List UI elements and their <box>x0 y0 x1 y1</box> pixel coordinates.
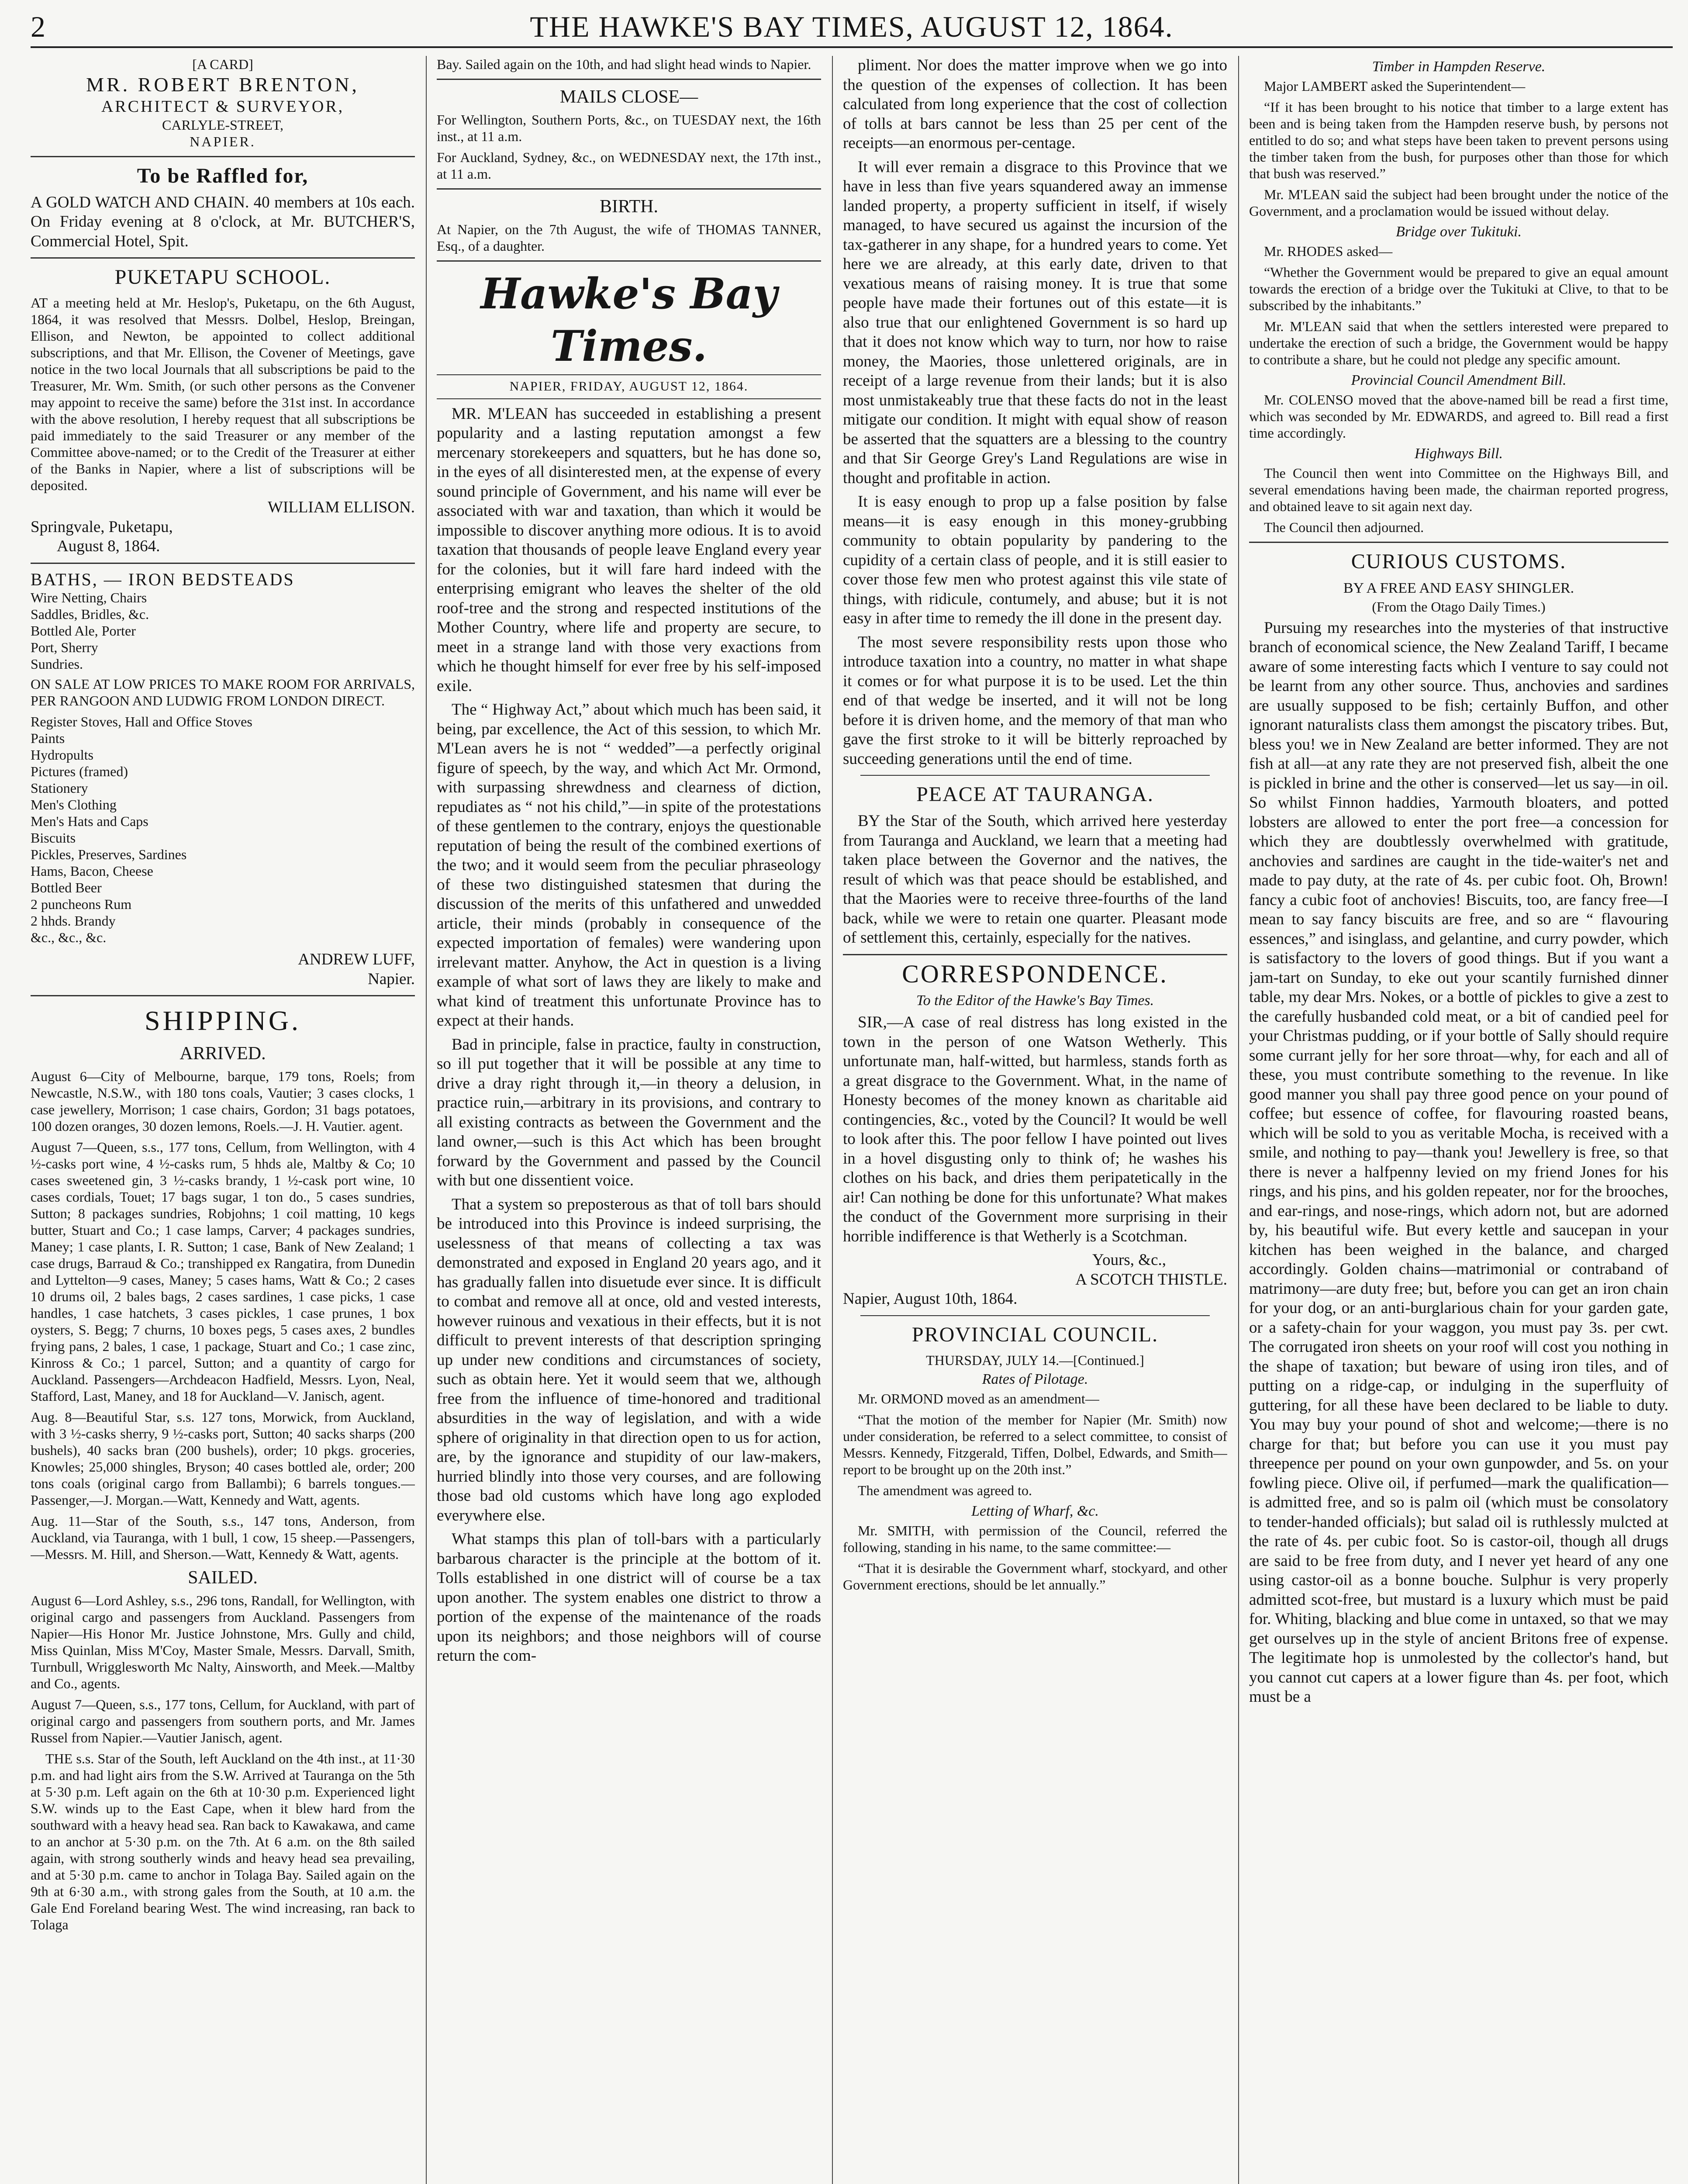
editorial-paragraph: The “ Highway Act,” about which much has been said, it being, par excellence, the Act of this session, to which Mr. M'Lean avers he is not “ wedded”—a perfectly original figure of speech, by the way, and which Act Mr. Ormond, with surpassing shrewdness and clearness of diction, repudiates as “ not his child,”—in spite of the protestations of these gentlemen to the contrary, enjoys the questionable reputation of being the result of the combined exertions of the two; and it would seem from the peculiar phraseology of these two distinguished statesmen that during the discussion of the merits of this unfathered and unwedded article, their minds (probably in consequence of the expected importation of females) were wandering upon irrelevant matter. Anyhow, the Act in question is a living example of what sort of laws they are likely to make and what kind of treatment this unfortunate Province has to expect at their hands. <box>437 701 821 1030</box>
amendment-heading: Provincial Council Amendment Bill. <box>1351 372 1567 388</box>
shipping-heading: SHIPPING. <box>144 1005 301 1036</box>
list-item: Stationery <box>31 780 88 796</box>
page-number: 2 <box>31 10 45 43</box>
card-street: CARLYLE-STREET, <box>162 117 283 133</box>
editorial-paragraph: It will ever remain a disgrace to this Province that we have in less than five years squandered away an immense landed property, a property sufficient in itself, if wisely managed, to have secured us against the incursion of the tax-gatherer in any shape, for a hundred years to come. Yet here we are already, at this early date, driven to that vexatious means of raising money. It is true that some people have made their fortunes out of this estate—it is also true that our enlightened Government is so hard up that it does not know which way to turn, nor how to raise money, the Maories, those unlettered originals, are in receipt of a large revenue from their lands; but it is also most unmistakeably true that these facts do not in the least mitigate our condition. It might with equal show of reason be asserted that the squatters are a blessing to the country and that Sir George Grey's Land Regulations are wise in thought and profitable in action. <box>843 158 1227 487</box>
list-item: 2 hhds. Brandy <box>31 913 116 929</box>
school-heading: PUKETAPU SCHOOL. <box>114 266 331 289</box>
school-text: AT a meeting held at Mr. Heslop's, Puketapu, on the 6th August, 1864, it was resolved that Messrs. Dolbel, Heslop, Breingan, Ellison, and Newton, be appointed to collect additional subscriptions, and that Mr. Ellison, the Covener of Meetings, gave notice in the two local Journals that all subscriptions be paid to the Treasurer, Mr. Wm. Smith, (or such other persons as the Convener may appoint to receive the same) before the 31st inst. In accordance with the above resolution, I hereby request that all subscriptions be paid immediately to the said Treasurer or any member of the Committee above-named; or to the Credit of the Treasurer at either of the Banks in Napier, where a list of subscriptions will be deposited. <box>31 295 415 493</box>
timber-p2: “If it has been brought to his notice that timber to a large extent has been and is being taken from the Hampden reserve bush, by persons not entitled to do so; and what steps have been taken to prevent persons using the timber taken from the bush, for purposes other than those for which that bush was reserved.” <box>1249 99 1668 181</box>
school-date: August 8, 1864. <box>57 537 160 555</box>
editorial-paragraph: That a system so preposterous as that of toll bars should be introduced into this Province is indeed surprising, the uselessness of that means of collecting a tax was demonstrated and exposed in England 20 years ago, and it has gradually fallen into disuetude ever since. It is difficult to combat and remove all at once, old and vested interests, however ruinous and vexatious in their effects, but it is not difficult to prevent interests of that description springing up under new conditions and circumstances of society, such as obtain here. Yet it would seem that we, although free from the influence of time-honored and traditional absurdities in the way of legislation, and with a wide sphere of originality in that direction open to us for action, are, by the ignorance and stupidity of our law-makers, hurried blindly into those very courses, and are following those bad old customs which have long ago exploded everywhere else. <box>437 1195 821 1524</box>
correspondence-heading: CORRESPONDENCE. <box>902 959 1168 988</box>
card-name: MR. ROBERT BRENTON, <box>86 73 359 96</box>
list-item: Hydropults <box>31 747 93 763</box>
peace-heading: PEACE AT TAURANGA. <box>916 783 1154 806</box>
column-4 <box>1249 56 1668 2184</box>
rule <box>31 156 415 157</box>
star-of-the-south-report: THE s.s. Star of the South, left Auckland on the 4th inst., at 11·30 p.m. and had light airs from the S.W. Arrived at Tauranga on the 5th at 5·30 p.m. Left again on the 6th at 10·30 p.m. Experienced light S.W. winds up to the East Cape, when it blew hard from the southward with a heavy head sea. Ran back to Kawakawa, and came to an anchor at 5·30 p.m. on the 7th. At 6 a.m. on the 8th sailed again, with strong southerly winds and heavy head sea prevailing, and at 5·30 p.m. came to anchor in Tolaga Bay. Sailed again on the 9th at 6·30 a.m., with strong gales from the South, at 10 a.m. the Gale End Foreland bearing West. The wind increasing, ran back to Tolaga <box>31 1751 415 1932</box>
editorial-paragraph: Bad in principle, false in practice, faulty in construction, so ill put together that it will be possible at any time to drive a dray right through it,—in theory a delusion, in practice ruin,—arbitrary in its provisions, and contrary to all existing contracts as between the Government and the land owner,—such is this Act which has been brought forward by the Government and passed by the Council with but one dissentient voice. <box>437 1035 821 1189</box>
mails-1: For Wellington, Southern Ports, &c., on TUESDAY next, the 16th inst., at 11 a.m. <box>437 112 821 144</box>
card-role: ARCHITECT & SURVEYOR, <box>101 97 345 116</box>
peace-text: BY the Star of the South, which arrived here yesterday from Tauranga and Auckland, we learn that a meeting had taken place between the Governor and the natives, the result of which was that peace should be established, and that the Maories were to receive three-fourths of the land back, while we were to retain one quarter. Pleasant mode of settlement this, certainly, especially for the natives. <box>843 812 1227 947</box>
correspondence-text: SIR,—A case of real distress has long existed in the town in the person of one Watson Wetherly. This unfortunate man, half-witted, but harmless, stands forth as a great disgrace to the Government. What, in the name of Honesty becomes of the money known as charitable aid contingencies, &c., voted by the Council? It would be well to look after this. The poor fellow I have pointed out lives in a hovel disgusting only to think of; he washes his clothes on his back, and dries them peripatetically in the air! Can nothing be done for this unfortunate? What makes the conduct of the Government more surprising in their horrible indifference is that Wetherly is a Scotchman. <box>843 1013 1227 1245</box>
editorial-paragraph: The most severe responsibility rests upon those who introduce taxation into a country, no matter in what shape it comes or for what purpose it is to be used. Let the thin end of that wedge be inserted, and it will not be long before it is driven home, and the memory of that man who gave the first stroke to it will be bitterly reproached by succeeding generations until the end of time. <box>843 633 1227 768</box>
correspondence-yours: Yours, &c., <box>1092 1251 1166 1269</box>
column-1 <box>31 56 415 2184</box>
list-item: Pickles, Preserves, Sardines <box>31 847 187 862</box>
amendment-p1: Mr. COLENSO moved that the above-named bill be read a first time, which was seconded by Mr. EDWARDS, and agreed to. Bill read a first time accordingly. <box>1249 392 1668 441</box>
rule <box>860 1315 1210 1316</box>
sailed-heading: SAILED. <box>188 1568 258 1588</box>
list-item: &c., &c., &c. <box>31 930 107 945</box>
list-item: Hams, Bacon, Cheese <box>31 863 153 879</box>
list-item: Port, Sherry <box>31 639 98 655</box>
article-paragraph: Pursuing my researches into the mysteries of that instructive branch of economical science, the New Zealand Tariff, I became aware of some interesting facts which I venture to say could not be learnt from any other source. Thus, anchovies and sardines are usually supposed to be fish; certainly Buffon, and other ignorant naturalists class them amongst the piscatory tribes. But, bless you! we in New Zealand are better informed. They are not fish at all—at any rate they are not preserved fish, albeit the one is pickled in brine and the other is conserved—let us say—in oil. So whilst Finnon haddies, Yarmouth bloaters, and potted lobsters are allowed to enter the port free—a concession for which they are doubtlessly overwhelmed with gratitude, anchovies and sardines are caught in the tide-waiter's net and made to pay duty, at the rate of 4s. per cubic foot. Oh, Brown! fancy a cubic foot of anchovies! Biscuits, too, are fancy free—I mean to say fancy biscuits are free, and so are “ flavouring essences,” and isinglass, and gelantine, and curry powder, which is satisfactory to the lovers of good things. But if you want a jam-tart on Sunday, to eke out your scantily furnished dinner table, my dear Mrs. Nokes, or a bottle of pickles to give a zest to the carefully husbanded cold meat, or a bit of candied peel for your Christmas pudding, or if your bottle of Sally should require some currant jelly for her sore throat—why, for each and all of these, you must contribute something to the revenue. In like good manner you shall pay three good pence on your pound of coffee; but essence of coffee, for flavouring roasted beans, which will be sold to you as veritable Mocha, is received with a smile, and nothing to pay—thank you! Jewellery is free, so that there is never a halfpenny levied on my friend Jones for his rings, and his pins, and his golden repeater, nor for the brooches, and ear-rings, and nose-rings, which adorn not, but are adorned by, his beautiful wife. But every kettle and saucepan in your kitchen has been weighed in the balance, and charged accordingly. Golden chains—matrimonial or contraband of matrimony—are duty free; but, before you can get an iron chain for your dog, or an anti-burglarious chain for your garden gate, or a safety-chain for your waggon, you must pay 3s. per cwt. The corrugated iron sheets on your roof will cost you nothing in the shape of taxation; but beware of using iron tiles, and of putting on a ridge-cap, or indulging in the superfluity of guttering, for all these have been declared to be liable to duty. You may buy your pound of shot and welcome;—there is no charge for that; but before you can use it you must pay threepence per pound on your own gunpowder, and 5s. on your fowling piece. Olive oil, if perfumed—mark the qualification—is admitted free, and so is palm oil (which must be consolatory to tender-handed officials); but salad oil is ruthlessly mulcted at the rate of 4s. per cubic foot. So is castor-oil, though all drugs are said to be free from duty, and I never yet heard of any one using castor-oil as a bonne bouche. Sulphur is very properly admitted scot-free, but mustard is a luxury which must be paid for. Whiting, blacking and blue come in untaxed, so that we may get ourselves up in the style of ancient Britons free of expense. The legitimate hop is unmolested by the collector's hand, but you cannot cut capers at a lower figure than 4s. per foot, which must be a <box>1249 619 1668 1706</box>
list-item: Bottled Ale, Porter <box>31 623 136 639</box>
editorial-continued <box>843 56 1227 769</box>
list-item: Saddles, Bridles, &c. <box>31 606 149 622</box>
shipping-entry: Aug. 11—Star of the South, s.s., 147 tons, Anderson, from Auckland, via Tauranga, with 1 bull, 1 cow, 15 sheep.—Passengers,—Messrs. M. Hill, and Sherson.—Watt, Kennedy & Watt, agents. <box>31 1513 415 1562</box>
masthead <box>31 8 1673 48</box>
council-p3: The amendment was agreed to. <box>858 1482 1032 1498</box>
highways-p2: The Council then adjourned. <box>1264 519 1424 535</box>
rule <box>437 79 821 80</box>
rule <box>437 188 821 190</box>
list-item: 2 puncheons Rum <box>31 896 132 912</box>
correspondence-date: Napier, August 10th, 1864. <box>843 1290 1018 1308</box>
curious-source: (From the Otago Daily Times.) <box>1372 598 1546 615</box>
luff-items-b <box>31 713 415 946</box>
card-tag: [A CARD] <box>192 56 253 72</box>
dateline: NAPIER, FRIDAY, AUGUST 12, 1864. <box>437 374 821 399</box>
editorial <box>437 404 821 1666</box>
list-item: Paints <box>31 730 65 746</box>
list-item: Biscuits <box>31 830 76 846</box>
list-item: Register Stoves, Hall and Office Stoves <box>31 714 252 729</box>
arrived-list <box>31 1068 415 1562</box>
mails-2: For Auckland, Sydney, &c., on WEDNESDAY next, the 17th inst., at 11 a.m. <box>437 149 821 182</box>
council-p4: Mr. SMITH, with permission of the Council, referred the following, standing in his name, to the same committee:— <box>843 1522 1227 1555</box>
council-subheading-1: Rates of Pilotage. <box>982 1371 1088 1387</box>
council-date: THURSDAY, JULY 14.—[Continued.] <box>926 1352 1144 1368</box>
newspaper-flag: Hawke's Bay Times. <box>480 269 777 371</box>
highways-p1: The Council then went into Committee on the Highways Bill, and several emendations having been made, the chairman reported progress, and obtained leave to sit again next day. <box>1249 465 1668 514</box>
list-item: Sundries. <box>31 656 83 672</box>
bridge-p3: Mr. M'LEAN said that when the settlers interested were prepared to undertake the erection of such a bridge, the Government would be happy to contribute a share, but he could not pledge any specific amount. <box>1249 318 1668 367</box>
timber-p1: Major LAMBERT asked the Superintendent— <box>1264 78 1526 94</box>
rule <box>860 775 1210 776</box>
shipping-entry: August 7—Queen, s.s., 177 tons, Cellum, for Auckland, with part of original cargo and passengers from southern ports, and Mr. James Russel from Napier.—Vautier Janisch, agent. <box>31 1697 415 1745</box>
correspondence-to: To the Editor of the Hawke's Bay Times. <box>916 992 1154 1009</box>
luff-items-a <box>31 589 415 672</box>
column-2 <box>437 56 821 2184</box>
card-town: NAPIER. <box>190 133 256 149</box>
shipping-entry: August 6—City of Melbourne, barque, 179 tons, Roels; from Newcastle, N.S.W., with 180 tons coals, Vautier; 3 cases clocks, 1 case jewellery, Morrison; 1 case chairs, Gordon; 31 bags potatoes, 100 dozen oranges, 30 dozen lemons, Roels.—J. H. Vautier. agent. <box>31 1068 415 1134</box>
list-item: Pictures (framed) <box>31 764 128 779</box>
sailed-list <box>31 1592 415 1746</box>
school-signature: WILLIAM ELLISON. <box>267 498 415 516</box>
bridge-heading: Bridge over Tukituki. <box>1395 224 1522 240</box>
birth-heading: BIRTH. <box>600 197 658 217</box>
list-item: Men's Clothing <box>31 797 117 812</box>
column-3 <box>843 56 1227 2184</box>
rule <box>437 260 821 262</box>
rule <box>31 563 415 564</box>
list-item: Bottled Beer <box>31 880 102 895</box>
list-item: Men's Hats and Caps <box>31 813 148 829</box>
editorial-paragraph: MR. M'LEAN has succeeded in establishing a present popularity and a lasting reputation amongst a few mercenary storekeepers and squatters, but he has done so, in the eyes of all disinterested men, at the expense of every sound principle of Government, and his name will ever be associated with war and taxation, than which it would be impossible to discover anything more odious. It is to avoid taxation that thousands of people leave England every year for the colonies, but it will fare hard indeed with the enterprising emigrant who leaves the shelter of the old roof-tree and the strong and respected institutions of the Mother Country, where life and property are secure, to meet in a strange land with those very exactions from which he thought himself for ever free by his self-imposed exile. <box>437 404 821 695</box>
correspondence-signature: A SCOTCH THISTLE. <box>1075 1270 1227 1289</box>
council-p2: “That the motion of the member for Napier (Mr. Smith) now under consideration, be referred to a select committee, to consist of Messrs. Kennedy, Fitzgerald, Tiffen, Dolbel, Edwards, and Smith—report to be brought up on the 20th inst.” <box>843 1411 1227 1477</box>
council-p1: Mr. ORMOND moved as an amendment— <box>858 1390 1099 1406</box>
column-divider <box>1238 56 1239 2184</box>
timber-p3: Mr. M'LEAN said the subject had been brought under the notice of the Government, and a proclamation would be issued without delay. <box>1249 187 1668 219</box>
rule <box>31 257 415 259</box>
council-heading: PROVINCIAL COUNCIL. <box>911 1323 1159 1346</box>
luff-heading: BATHS, — IRON BEDSTEADS <box>31 569 295 589</box>
mails-heading: MAILS CLOSE— <box>559 87 698 107</box>
rule <box>31 995 415 996</box>
curious-customs-text <box>1249 619 1668 1707</box>
shipping-entry: Aug. 8—Beautiful Star, s.s. 127 tons, Morwick, from Auckland, with 3 ½-casks sherry, 9 ½-casks port, Sutton; 40 sacks sharps (200 bushels), 40 sacks bran (200 bushels), order; 10 pkgs. groceries, Knowles; 25,000 shingles, Bryson; 40 cases bottled ale, order; 200 tons coals (original cargo from Ballambi); 6 barrels tongues.—Passenger,—J. Morgan.—Watt, Kennedy and Watt, agents. <box>31 1409 415 1508</box>
bridge-p2: “Whether the Government would be prepared to give an equal amount towards the erection of a bridge over the Tukituki at Clive, to that to be subscribed by the inhabitants.” <box>1249 264 1668 313</box>
star-report-continued: Bay. Sailed again on the 10th, and had slight head winds to Napier. <box>437 56 811 72</box>
curious-heading: CURIOUS CUSTOMS. <box>1351 550 1567 573</box>
page-title: THE HAWKE'S BAY TIMES, AUGUST 12, 1864. <box>530 10 1174 43</box>
birth-text: At Napier, on the 7th August, the wife of THOMAS TANNER, Esq., of a daughter. <box>437 221 821 254</box>
rule <box>843 954 1227 955</box>
list-item: Wire Netting, Chairs <box>31 590 147 605</box>
arrived-heading: ARRIVED. <box>180 1044 266 1064</box>
rule <box>1249 542 1668 543</box>
editorial-paragraph: What stamps this plan of toll-bars with a particularly barbarous character is the principle at the bottom of it. Tolls established in one district will of course be a tax upon another. The system enables one district to throw a portion of the expense of the maintenance of the roads upon its neighbors; and those neighbors will of course return the com- <box>437 1530 821 1665</box>
council-p5: “That it is desirable the Government wharf, stockyard, and other Government erections, should be let annually.” <box>843 1560 1227 1593</box>
luff-signature: ANDREW LUFF, <box>298 950 415 968</box>
luff-sale: ON SALE AT LOW PRICES TO MAKE ROOM FOR ARRIVALS, PER RANGOON AND LUDWIG FROM LONDON DIRECT. <box>31 676 415 708</box>
curious-byline: BY A FREE AND EASY SHINGLER. <box>1343 580 1574 596</box>
editorial-paragraph: It is easy enough to prop up a false position by false means—it is easy enough in this money-grubbing community to obtain popularity by pandering to the cupidity of a certain class of people, and it is still easier to cover those few men who protest against this vile state of things, with ridicule, contumely, and abuse; but it is not easy in after time to remedy the ill done in the present day. <box>843 493 1227 627</box>
shipping-entry: August 7—Queen, s.s., 177 tons, Cellum, from Wellington, with 4 ½-casks port wine, 4 ½-casks rum, 5 hhds ale, Maltby & Co; 10 cases sweetened gin, 3 ½-casks brandy, 1 ½-cask port wine, 10 cases cordials, Touet; 17 bags sugar, 1 ton do., 5 cases sundries, Sutton; 8 packages sundries, Robjohns; 1 coil matting, 10 kegs butter, Stuart and Co.; 1 case lamps, Carver; 4 packages sundries, Maney; 1 case plants, I. R. Sutton; 1 case, Bank of New Zealand; 1 case drugs, Barraud & Co.; transhipped ex Rangatira, from Dunedin and Lyttelton—9 cases, Maney; 5 cases hams, Watt & Co.; 2 cases 10 drums oil, 2 bales bags, 2 cases sardines, 1 case picks, 1 case handles, 1 case hatchets, 3 cases pickles, 1 case prunes, 1 box oysters, S. Begg; 7 churns, 10 boxes pegs, 5 cases axes, 2 bundles frying pans, 2 bales, 1 case, 1 package, Stuart and Co.; 1 case zinc, Kinross & Co.; 1 parcel, Sutton; and a quantity of cargo for Auckland. Passengers—Archdeacon Hadfield, Messrs. Lyon, Neal, Stafford, Last, Maney, and 18 for Auckland—V. Janisch, agent. <box>31 1139 415 1404</box>
timber-heading: Timber in Hampden Reserve. <box>1372 59 1546 75</box>
shipping-entry: August 6—Lord Ashley, s.s., 296 tons, Randall, for Wellington, with original cargo and passengers from Auckland. Passengers from Napier—His Honor Mr. Justice Johnstone, Mrs. Gully and child, Miss Quinlan, Miss M'Coy, Master Smale, Messrs. Darvall, Smith, Turnbull, Wrigglesworth Mc Nalty, Ainsworth, and Meek.—Maltby and Co., agents. <box>31 1593 415 1691</box>
council-subheading-2: Letting of Wharf, &c. <box>971 1503 1099 1519</box>
column-divider <box>832 56 833 2184</box>
editorial-paragraph: pliment. Nor does the matter improve when we go into the question of the expenses of collection. It has been calculated from long experience that the cost of collection of tolls at bars cannot be less than 25 per cent of the receipts—an enormous per-centage. <box>843 56 1227 152</box>
highways-heading: Highways Bill. <box>1414 446 1503 462</box>
bridge-p1: Mr. RHODES asked— <box>1264 243 1393 259</box>
raffle-heading: To be Raffled for, <box>137 164 309 187</box>
raffle-text: A GOLD WATCH AND CHAIN. 40 members at 10s each. On Friday evening at 8 o'clock, at Mr. BUTCHER'S, Commercial Hotel, Spit. <box>31 193 415 250</box>
luff-place: Napier. <box>368 970 415 988</box>
column-divider <box>426 56 427 2184</box>
school-place: Springvale, Puketapu, <box>31 518 173 536</box>
